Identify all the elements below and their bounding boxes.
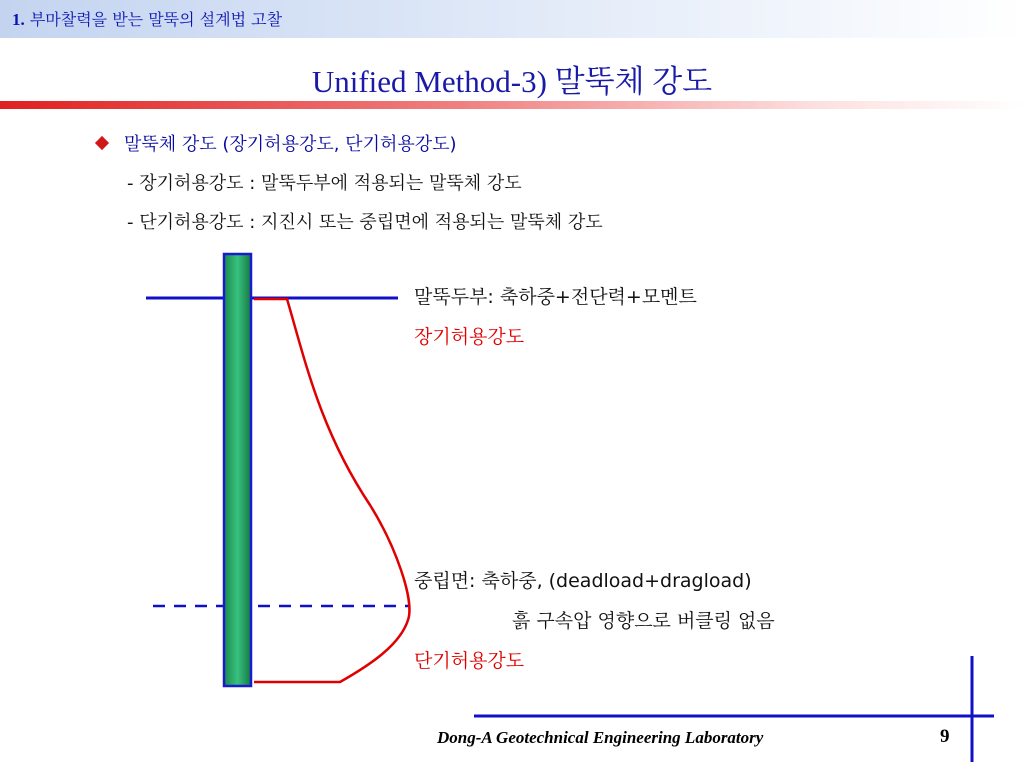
bullet-main: 말뚝체 강도 (장기허용강도, 단기허용강도) bbox=[124, 134, 457, 155]
section-number: 1. bbox=[12, 10, 25, 29]
pile-head-strength-label: 장기허용강도 bbox=[414, 326, 525, 348]
bullet-sub-short-term: - 단기허용강도 : 지진시 또는 중립면에 적용되는 말뚝체 강도 bbox=[127, 212, 603, 233]
pile-head-label: 말뚝두부: 축하중+전단력+모멘트 bbox=[414, 286, 697, 308]
page-number: 9 bbox=[940, 726, 950, 747]
bullet-sub-long-term: - 장기허용강도 : 말뚝두부에 적용되는 말뚝체 강도 bbox=[127, 173, 522, 194]
neutral-plane-note: 흙 구속압 영향으로 버클링 없음 bbox=[512, 610, 775, 632]
section-title-text: 부마찰력을 받는 말뚝의 설계법 고찰 bbox=[29, 10, 283, 29]
footer-lab-name: Dong-A Geotechnical Engineering Laboratory bbox=[437, 728, 764, 747]
slide-title: Unified Method-3) 말뚝체 강도 bbox=[311, 64, 713, 99]
neutral-plane-strength-label: 단기허용강도 bbox=[414, 650, 525, 672]
neutral-plane-label: 중립면: 축하중, (deadload+dragload) bbox=[414, 570, 752, 592]
